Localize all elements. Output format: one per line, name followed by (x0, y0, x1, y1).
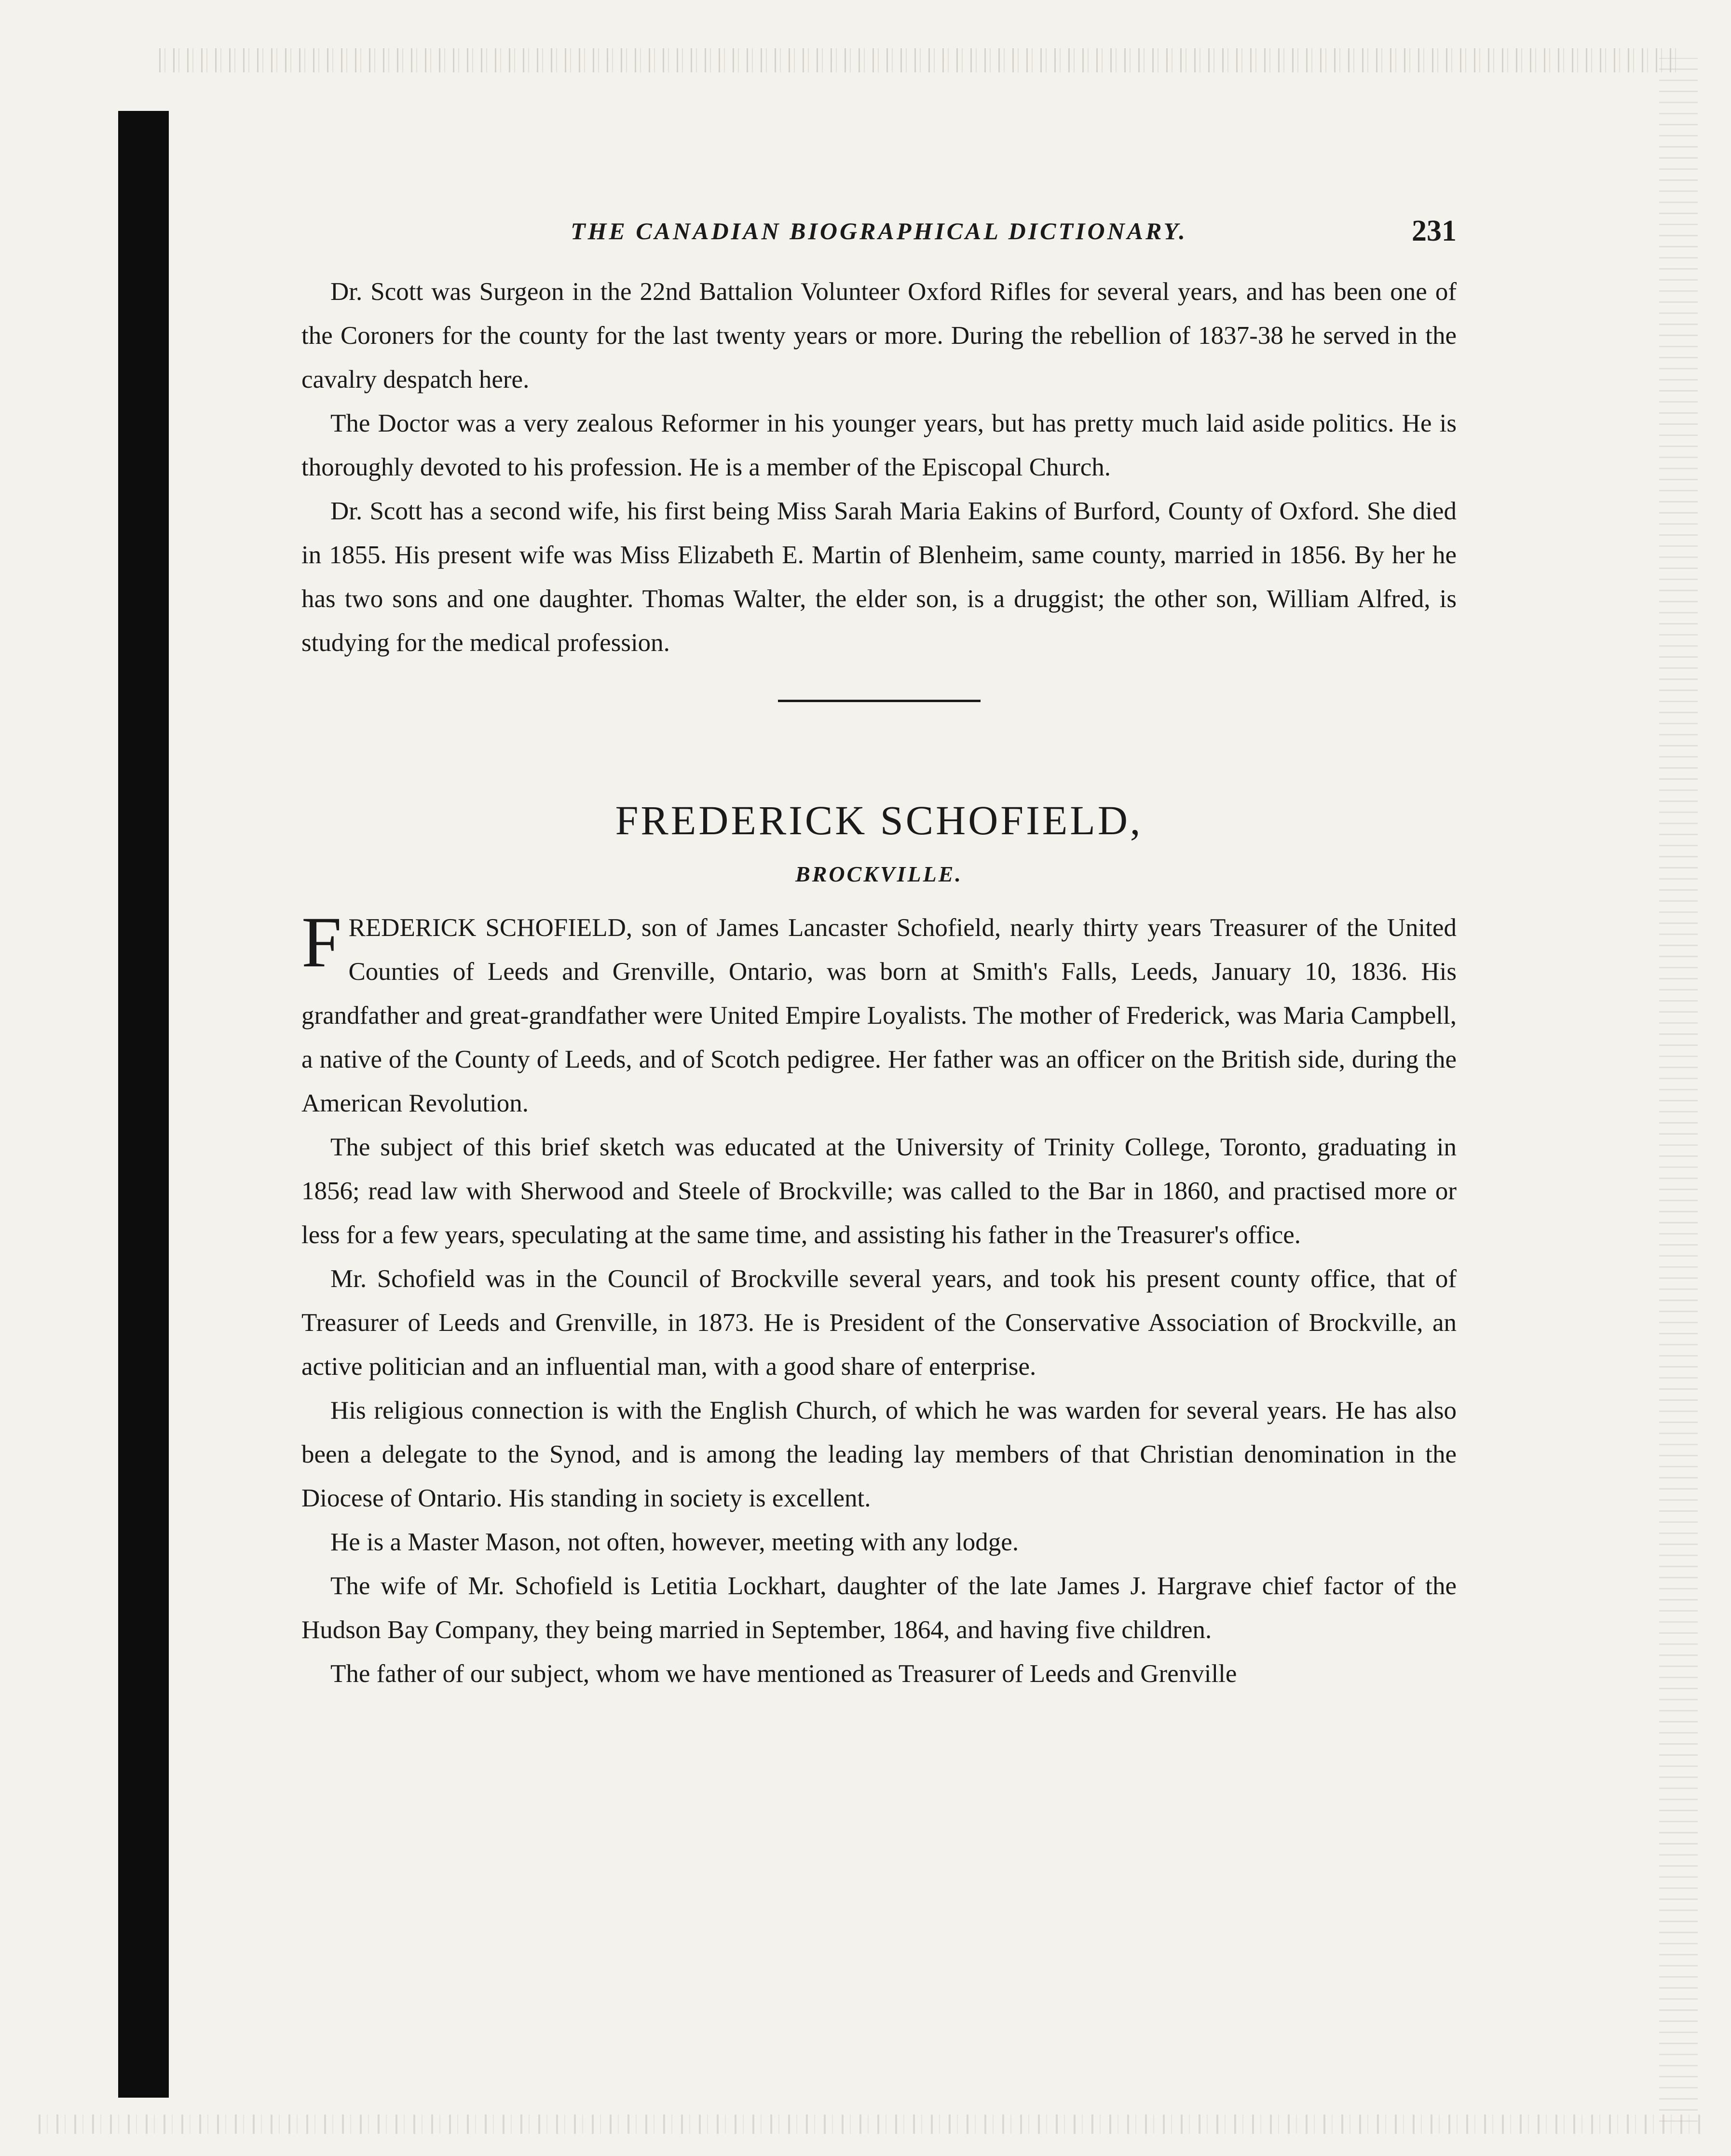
paragraph: Dr. Scott has a second wife, his first being Miss Sarah Maria Eakins of Burford, County of Oxford. She died in 1855. His present wife was Miss Elizabeth E. Martin of Blenheim, same county, married in 1856. By her he has two sons and one daughter. Thomas Walter, the elder son, is a druggist; the other son, William Alfred, is studying for the medical profession. (301, 497, 1457, 657)
paragraph: His religious connection is with the English Church, of which he was warden for several years. He has also been a delegate to the Synod, and is among the leading lay members of that Christian denomination in the Diocese of Ontario. His standing in society is excellent. (301, 1397, 1457, 1512)
section-divider (778, 700, 981, 702)
entry-body (301, 902, 1457, 1696)
running-title: THE CANADIAN BIOGRAPHICAL DICTIONARY. (571, 217, 1187, 244)
paragraph (301, 902, 1457, 1125)
paragraph: Dr. Scott was Surgeon in the 22nd Battalion Volunteer Oxford Rifles for several years, and has been one of the Coroners for the county for the last twenty years or more. During the rebellion of 1837-38 he served in the cavalry despatch here. (301, 278, 1457, 393)
binding-shadow (118, 111, 169, 2098)
paragraph: He is a Master Mason, not often, however, meeting with any lodge. (330, 1528, 1019, 1556)
entry-title: FREDERICK SCHOFIELD, (615, 797, 1143, 843)
paragraph: The subject of this brief sketch was educated at the University of Trinity College, Toronto, graduating in 1856; read law with Sherwood and Steele of Brockville; was called to the Bar in 1860, and practised more or less for a few years, speculating at the same time, and assisting his father in the Treasurer's office. (301, 1133, 1457, 1249)
page-content (301, 217, 1457, 1696)
scan-noise-right (1659, 58, 1698, 2122)
running-head (301, 217, 1457, 270)
scan-noise-top (159, 48, 1678, 72)
paragraph: The father of our subject, whom we have mentioned as Treasurer of Leeds and Grenville (330, 1660, 1237, 1688)
scan-noise-bottom (39, 2115, 1703, 2134)
previous-entry (301, 270, 1457, 665)
paragraph: The Doctor was a very zealous Reformer in his younger years, but has pretty much laid aside politics. He is thoroughly devoted to his profession. He is a member of the Episcopal Church. (301, 409, 1457, 481)
entry-place: BROCKVILLE. (795, 862, 963, 886)
drop-cap: F (301, 902, 342, 982)
paragraph: Mr. Schofield was in the Council of Brockville several years, and took his present county office, that of Treasurer of Leeds and Grenville, in 1873. He is President of the Conservative Association of Brockville, an active politician and an influential man, with a good share of enterprise. (301, 1265, 1457, 1381)
first-paragraph-text: REDERICK SCHOFIELD, son of James Lancaster Schofield, nearly thirty years Treasurer of the United Counties of Leeds and Grenville, Ontario, was born at Smith's Falls, Leeds, January 10, 1836. His grandfather and great-grandfather were United Empire Loyalists. The mother of Frederick, was Maria Campbell, a native of the County of Leeds, and of Scotch pedigree. Her father was an officer on the British side, during the American Revolution. (301, 914, 1457, 1117)
page-number: 231 (1412, 215, 1457, 247)
paragraph: The wife of Mr. Schofield is Letitia Lockhart, daughter of the late James J. Hargrave chief factor of the Hudson Bay Company, they being married in September, 1864, and having five children. (301, 1572, 1457, 1644)
